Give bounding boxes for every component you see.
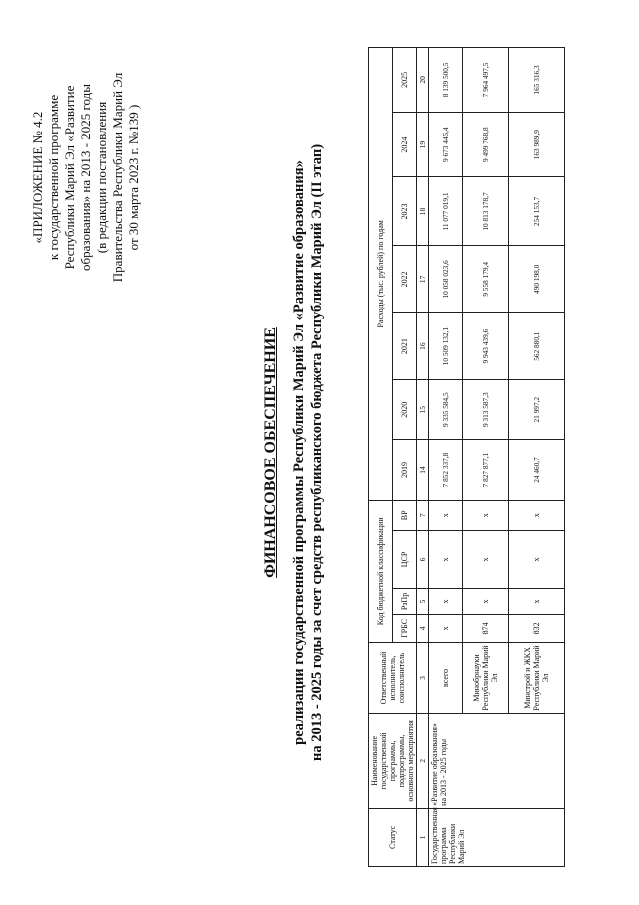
column-number: 6	[417, 530, 429, 588]
document-subtitle-line1: реализации государственной программы Республики Марий Эл «Развитие образования»	[291, 160, 307, 745]
value-cell: 9 313 587,3	[463, 380, 509, 440]
column-number: 19	[417, 112, 429, 177]
header-executor: Ответственный исполнитель, соисполнитель	[369, 642, 417, 713]
header-year: 2021	[393, 313, 417, 380]
appendix-line: к государственной программе	[46, 94, 61, 261]
rzpr-cell: х	[463, 589, 509, 615]
program-name-cell: «Развитие образования» на 2013 - 2025 годы	[429, 714, 565, 809]
vr-cell: х	[429, 500, 463, 530]
column-number: 5	[417, 589, 429, 615]
value-cell: 9 499 768,8	[463, 112, 509, 177]
document-title: ФИНАНСОВОЕ ОБЕСПЕЧЕНИЕ	[262, 327, 279, 578]
column-number-row	[417, 48, 429, 867]
column-number: 7	[417, 500, 429, 530]
status-cell: Государственная программа Республики Марий Эл	[429, 808, 565, 866]
appendix-block	[30, 55, 142, 300]
header-year: 2023	[393, 177, 417, 246]
column-number: 20	[417, 48, 429, 113]
rzpr-cell: х	[509, 589, 565, 615]
value-cell: 254 153,7	[509, 177, 565, 246]
value-cell: 562 880,1	[509, 313, 565, 380]
column-number: 3	[417, 642, 429, 713]
header-year: 2025	[393, 48, 417, 113]
appendix-line: «ПРИЛОЖЕНИЕ № 4.2	[30, 111, 45, 244]
header-budget-code: Код бюджетной классификации	[369, 500, 393, 642]
appendix-line: Республики Марий Эл «Развитие	[62, 85, 77, 270]
grbs-cell: 874	[463, 614, 509, 642]
value-cell: 9 673 445,4	[429, 112, 463, 177]
grbs-cell: х	[429, 614, 463, 642]
header-year: 2022	[393, 246, 417, 313]
value-cell: 11 077 019,1	[429, 177, 463, 246]
column-number: 4	[417, 614, 429, 642]
grbs-cell: 832	[509, 614, 565, 642]
value-cell: 9 335 584,5	[429, 380, 463, 440]
executor-cell: Минстрой и ЖКХ Республики Марий Эл	[509, 642, 565, 713]
value-cell: 7 964 497,5	[463, 48, 509, 113]
header-vr: ВР	[393, 500, 417, 530]
appendix-line: (в редакции постановления	[94, 101, 109, 254]
value-cell: 7 827 877,1	[463, 440, 509, 500]
column-number: 14	[417, 440, 429, 500]
document-subtitle-line2: на 2013 - 2025 годы за счет средств республиканского бюджета Республики Марий Эл (II этап)	[309, 143, 325, 762]
header-csr: ЦСР	[393, 530, 417, 588]
csr-cell: х	[463, 530, 509, 588]
header-year: 2024	[393, 112, 417, 177]
vr-cell: х	[463, 500, 509, 530]
csr-cell: х	[429, 530, 463, 588]
column-number: 18	[417, 177, 429, 246]
appendix-line: Правительства Республики Марий Эл	[110, 72, 125, 283]
header-status: Статус	[369, 808, 417, 866]
rzpr-cell: х	[429, 589, 463, 615]
value-cell: 9 558 179,4	[463, 246, 509, 313]
value-cell: 9 943 439,6	[463, 313, 509, 380]
value-cell: 10 509 132,1	[429, 313, 463, 380]
header-year: 2019	[393, 440, 417, 500]
value-cell: 21 997,2	[509, 380, 565, 440]
header-name: Наименование государственной программы, подпрограммы, основного мероприятия	[369, 714, 417, 809]
financing-table	[368, 47, 565, 867]
column-number: 2	[417, 714, 429, 809]
vr-cell: х	[509, 500, 565, 530]
value-cell: 10 813 178,7	[463, 177, 509, 246]
header-year: 2020	[393, 380, 417, 440]
header-grbs: ГРБС	[393, 614, 417, 642]
column-number: 17	[417, 246, 429, 313]
value-cell: 24 460,7	[509, 440, 565, 500]
column-number: 16	[417, 313, 429, 380]
appendix-line: образования» на 2013 - 2025 годы	[78, 84, 93, 271]
executor-cell: всего	[429, 642, 463, 713]
value-cell: 490 198,0	[509, 246, 565, 313]
appendix-line: от 30 марта 2023 г. №139 )	[126, 104, 141, 251]
column-number: 1	[417, 808, 429, 866]
value-cell: 10 058 023,6	[429, 246, 463, 313]
value-cell: 8 139 500,5	[429, 48, 463, 113]
table-row	[429, 48, 463, 867]
header-rzpr: РзПр	[393, 589, 417, 615]
header-expenses: Расходы (тыс. рублей) по годам	[369, 48, 393, 501]
csr-cell: х	[509, 530, 565, 588]
value-cell: 7 852 337,8	[429, 440, 463, 500]
value-cell: 165 316,3	[509, 48, 565, 113]
executor-cell: Минобрнауки Республики Марий Эл	[463, 642, 509, 713]
value-cell: 163 989,9	[509, 112, 565, 177]
column-number: 15	[417, 380, 429, 440]
